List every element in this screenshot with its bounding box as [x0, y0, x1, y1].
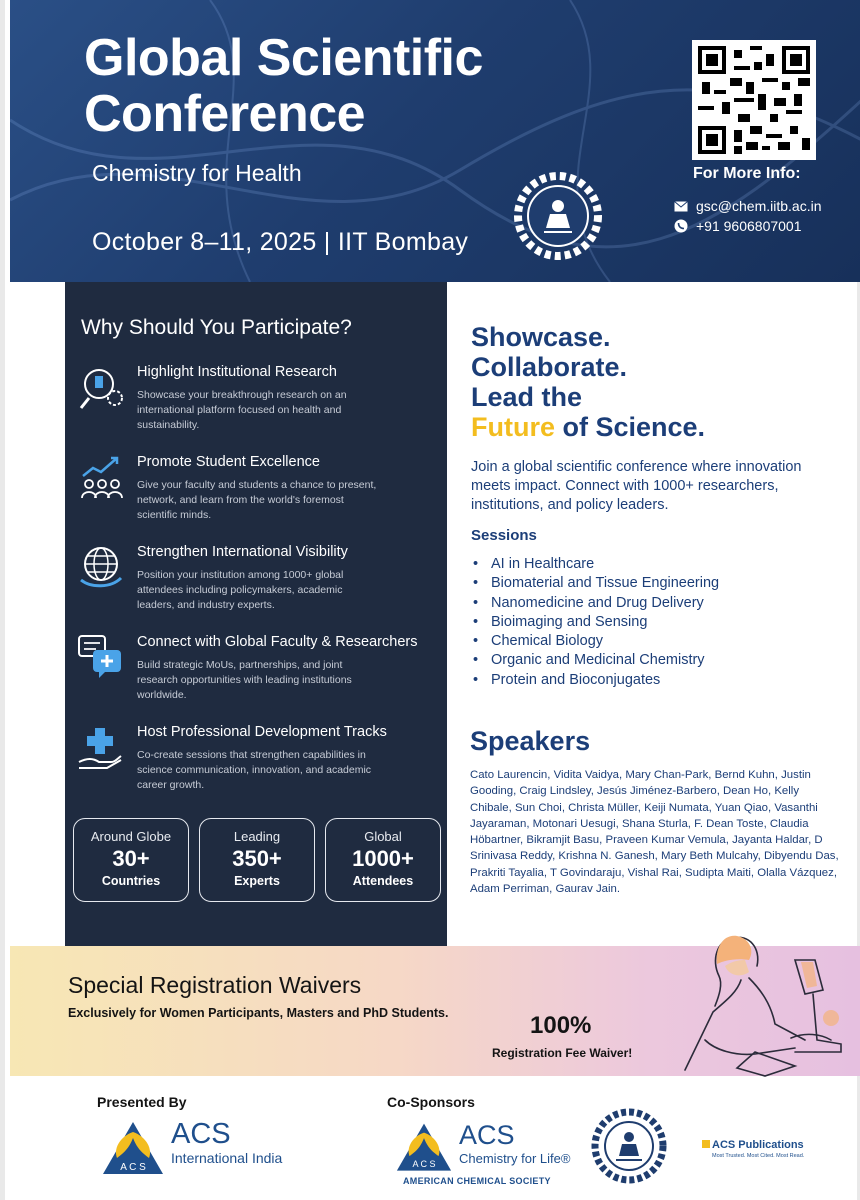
stat-label-top: Global — [364, 829, 402, 844]
waiver-subtitle: Exclusively for Women Participants, Masters and PhD Students. — [68, 1006, 449, 1020]
email-contact[interactable] — [674, 198, 821, 214]
benefit-title: Host Professional Development Tracks — [137, 724, 387, 740]
benefit-title: Strengthen International Visibility — [137, 544, 348, 560]
qr-code-icon — [698, 46, 810, 154]
stat-number: 1000+ — [352, 846, 414, 871]
session-item: • Protein and Bioconjugates — [473, 671, 719, 690]
header-banner — [10, 0, 860, 282]
research-microscope-icon — [77, 364, 127, 410]
stat-label-bottom: Attendees — [352, 874, 414, 888]
co-sponsors-label: Co-Sponsors — [387, 1094, 475, 1110]
globe-icon — [77, 544, 127, 590]
chat-plus-icon — [77, 634, 127, 680]
stat-number: 350+ — [232, 846, 282, 871]
phone-contact[interactable] — [674, 218, 802, 234]
phone-icon — [674, 219, 688, 233]
stat-attendees — [325, 818, 441, 902]
session-item: • Nanomedicine and Drug Delivery — [473, 594, 719, 613]
speakers-heading: Speakers — [470, 726, 591, 756]
benefit-title: Highlight Institutional Research — [137, 364, 337, 380]
more-info-label: For More Info: — [693, 165, 801, 182]
acs-publications-logo: ACS Publications — [702, 1139, 804, 1151]
acs-intl-sub: International India — [171, 1150, 283, 1166]
session-item: • AI in Healthcare — [473, 555, 719, 574]
intro-paragraph: Join a global scientific conference where innovation meets impact. Connect with 1000+ researchers, institutions, and policy leaders. — [471, 459, 802, 513]
waiver-percent: 100% — [530, 1012, 592, 1039]
stat-number: 30+ — [112, 846, 150, 871]
conference-subtitle: Chemistry for Health — [92, 160, 302, 186]
acs-intl-name: ACS — [171, 1118, 231, 1150]
stat-experts — [199, 818, 315, 902]
waiver-title: Special Registration Waivers — [68, 972, 362, 998]
session-item: • Organic and Medicinal Chemistry — [473, 651, 719, 670]
benefit-desc: Give your faculty and students a chance to present, network, and learn from the world's foremost scientific minds. — [137, 479, 377, 521]
phone-text: +91 9606807001 — [696, 218, 802, 234]
acs-logo-icon — [393, 1120, 455, 1176]
benefit-desc: Position your institution among 1000+ global attendees including policymakers, academic leaders, and industry experts. — [137, 569, 344, 611]
acs-publications-tagline: Most Trusted. Most Cited. Most Read. — [712, 1153, 805, 1159]
session-item: • Biomaterial and Tissue Engineering — [473, 574, 719, 593]
stat-label-bottom: Experts — [234, 874, 280, 888]
students-growth-icon — [77, 454, 127, 500]
benefit-desc: Build strategic MoUs, partnerships, and joint research opportunities with leading institutions worldwide. — [137, 659, 352, 701]
speakers-list: Cato Laurencin, Vidita Vaidya, Mary Chan-Park, Bernd Kuhn, Justin Gooding, Craig Lindsley, Jesús Jiménez-Barbero, Dean Ho, Kelly Chibale, Sun Choi, Christa Müller, Keiji Numata, Yuan Qiao, Vasanthi Jayaraman, Motonari Uesugi, Shana Sturla, F. Dean Toste, Claudia Höbartner, Bikramjit Basu, Praveen Kumar Vemula, Jayanta Haldar, D Srinivasa Reddy, Krishna N. Ganesh, Mary Beth Mulcahy, Dibyendu Das, Prakriti Tayalia, T Govindaraju, Vishal Rai, Sudipta Maiti, Olalla Vázquez, Adam Perriman, Gaurav Jain. — [470, 769, 839, 896]
acs-full-name: AMERICAN CHEMICAL SOCIETY — [403, 1176, 551, 1186]
stat-label-top: Leading — [233, 829, 281, 844]
mail-icon — [674, 201, 688, 212]
session-item: • Bioimaging and Sensing — [473, 613, 719, 632]
scientist-illustration-icon — [645, 920, 860, 1090]
slogan: Showcase. Collaborate. Lead the Future of Science. — [471, 322, 706, 442]
stat-label-top: Around Globe — [90, 829, 172, 844]
slogan-highlight: Future — [471, 412, 555, 442]
stat-countries — [73, 818, 189, 902]
benefit-desc: Co-create sessions that strengthen capabilities in science communication, innovation, and academic career growth. — [137, 749, 372, 791]
benefit-title: Connect with Global Faculty & Researchers — [137, 634, 418, 650]
benefit-desc: Showcase your breakthrough research on an international platform focused on health and sustainability. — [137, 389, 347, 431]
benefit-title: Promote Student Excellence — [137, 454, 320, 470]
session-item: • Chemical Biology — [473, 632, 719, 651]
hand-plus-icon — [77, 724, 127, 770]
svg-text:A C S: A C S — [412, 1158, 436, 1169]
qr-code[interactable] — [692, 40, 816, 160]
waiver-fee-label: Registration Fee Waiver! — [492, 1046, 633, 1060]
stat-label-bottom: Countries — [101, 874, 161, 888]
acs-logo-icon — [99, 1118, 167, 1180]
why-participate-heading: Why Should You Participate? — [81, 316, 352, 339]
acs-tagline: Chemistry for Life® — [459, 1151, 571, 1166]
date-venue: October 8–11, 2025 | IIT Bombay — [92, 228, 469, 256]
iitb-emblem-icon — [589, 1106, 669, 1186]
acs-name: ACS — [459, 1120, 515, 1150]
svg-text:A C S: A C S — [120, 1162, 146, 1173]
sessions-list — [473, 555, 719, 690]
email-text: gsc@chem.iitb.ac.in — [696, 198, 822, 214]
why-participate-panel — [65, 282, 447, 946]
conference-title: Global Scientific Conference — [84, 29, 483, 143]
sessions-heading: Sessions — [471, 527, 537, 544]
acs-pubs-mark-icon — [702, 1140, 710, 1148]
iitb-emblem-icon — [508, 166, 608, 266]
presented-by-label: Presented By — [97, 1094, 187, 1110]
